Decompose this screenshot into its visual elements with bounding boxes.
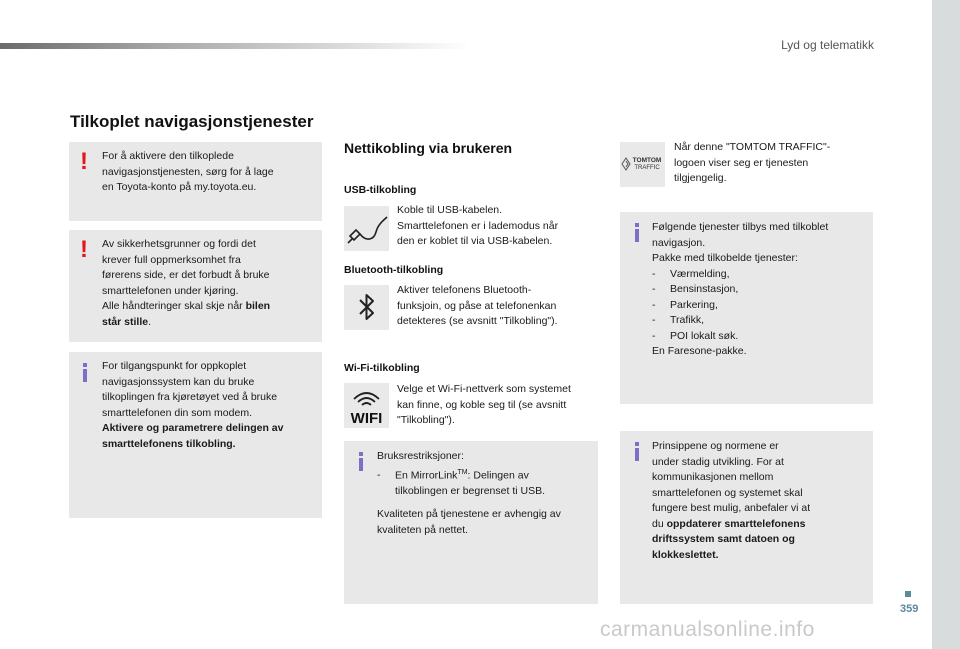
text-line: Aktiver telefonens Bluetooth- xyxy=(397,284,532,296)
dash-bullet: - xyxy=(652,267,656,280)
text-line: Velge et Wi-Fi-nettverk som systemet xyxy=(397,383,571,395)
text-line: fungere best mulig, anbefaler vi at xyxy=(652,502,811,514)
text-line: Bruksrestriksjoner: xyxy=(377,450,464,462)
info-icon xyxy=(83,363,87,383)
text-line xyxy=(652,517,870,533)
dash-bullet: - xyxy=(652,314,656,326)
text-fragment: . xyxy=(148,315,152,328)
text-line: smarttelefonen din som modem. xyxy=(102,406,252,419)
bold-text: oppdaterer smarttelefonens xyxy=(666,517,806,530)
usb-text xyxy=(397,203,597,250)
watermark: carmanualsonline.info xyxy=(600,618,815,641)
bluetooth-text xyxy=(397,283,597,330)
services-text xyxy=(652,220,870,360)
text-line: navigasjonssystem kan du bruke xyxy=(102,375,255,388)
usb-title: USB-tilkobling xyxy=(344,184,417,196)
text-line: "Tilkobling"). xyxy=(397,414,455,426)
page-title: Tilkoplet navigasjonstjenester xyxy=(70,112,314,131)
text-line: Følgende tjenester tilbys med tilkoblet xyxy=(652,221,829,233)
list-item-text: Værmelding, xyxy=(670,267,730,280)
text-fragment: du xyxy=(652,517,667,530)
side-strip xyxy=(932,0,960,649)
bold-text: smarttelefonens tilkobling. xyxy=(102,437,236,450)
text-line: tilgjengelig. xyxy=(674,172,727,184)
warning-box-safety xyxy=(69,230,322,342)
list-item-text: POI lokalt søk. xyxy=(670,329,739,342)
dash-bullet: - xyxy=(377,469,381,481)
text-line: detekteres (se avsnitt "Tilkobling"). xyxy=(397,315,558,327)
info-icon xyxy=(635,223,639,243)
text-line: Smarttelefonen er i lademodus når xyxy=(397,219,559,232)
dash-bullet: - xyxy=(652,298,656,311)
text-line: kommunikasjonen mellom xyxy=(652,471,774,483)
list-item xyxy=(652,298,870,314)
trademark-superscript: TM xyxy=(457,468,468,476)
text-line: tilkoplingen fra kjøretøyet ved å bruke xyxy=(102,391,278,403)
dash-bullet: - xyxy=(652,283,656,295)
text-line: Koble til USB-kabelen. xyxy=(397,204,503,216)
text-line: smarttelefonen og systemet skal xyxy=(652,486,803,499)
list-item xyxy=(652,267,870,283)
bold-text: bilen xyxy=(245,300,271,312)
info-box-hotspot xyxy=(69,352,322,518)
text-line: førerens side, er det forbudt å bruke xyxy=(102,269,270,281)
list-item-text: Bensinstasjon, xyxy=(670,283,739,295)
info-box-principles xyxy=(620,431,873,604)
section-title-connection: Nettikobling via brukeren xyxy=(344,140,513,156)
warning-text-safety xyxy=(102,237,317,330)
bluetooth-title: Bluetooth-tilkobling xyxy=(344,264,444,276)
warning-icon: ! xyxy=(80,148,88,175)
bold-text: Aktivere og parametrere delingen av xyxy=(102,422,284,434)
page-number: 359 xyxy=(900,603,919,615)
text-line: For å aktivere den tilkoplede xyxy=(102,150,234,162)
info-icon xyxy=(359,452,363,472)
info-box-restrictions xyxy=(344,441,598,604)
text-line: Prinsippene og normene er xyxy=(652,440,779,452)
list-item xyxy=(652,313,870,329)
warning-box-account xyxy=(69,142,322,221)
text-line: den er koblet til via USB-kabelen. xyxy=(397,235,553,247)
text-line: funksjoin, og påse at telefonenkan xyxy=(397,299,557,312)
usb-cable-icon xyxy=(344,206,389,251)
text-line: Av sikkerhetsgrunner og fordi det xyxy=(102,238,256,250)
wifi-icon-label: WIFI xyxy=(350,410,383,427)
warning-icon: ! xyxy=(80,236,88,263)
text-line: under stadig utvikling. For at xyxy=(652,455,784,468)
info-icon xyxy=(635,442,639,462)
text-line: en Toyota-konto på my.toyota.eu. xyxy=(102,181,257,193)
restrictions-text xyxy=(377,449,592,538)
section-header: Lyd og telematikk xyxy=(781,38,874,52)
text-line xyxy=(377,465,592,484)
info-text-hotspot xyxy=(102,359,317,452)
wifi-icon xyxy=(344,383,389,428)
text-line: For tilgangspunkt for oppkoplet xyxy=(102,360,247,372)
dash-bullet: - xyxy=(652,329,656,342)
bluetooth-icon xyxy=(344,285,389,330)
text-line: tilkoblingen er begrenset ti USB. xyxy=(395,484,545,497)
wifi-title: Wi-Fi-tilkobling xyxy=(344,362,420,374)
text-line: kan finne, og koble seg til (se avsnitt xyxy=(397,398,567,411)
text-line: En Faresone-pakke. xyxy=(652,345,747,357)
text-fragment: : Delingen av xyxy=(467,469,529,481)
text-line: smarttelefonen under kjøring. xyxy=(102,284,239,297)
text-line: navigasjon. xyxy=(652,236,706,249)
text-line: Kvaliteten på tjenestene er avhengig av xyxy=(377,508,561,520)
list-item xyxy=(652,329,870,345)
logo-text-top: TOMTOM xyxy=(632,157,662,164)
text-fragment: En MirrorLink xyxy=(395,469,458,481)
principles-text xyxy=(652,439,870,563)
list-item xyxy=(652,282,870,298)
list-item-text: Parkering, xyxy=(670,298,718,311)
list-item-text: Trafikk, xyxy=(670,314,705,326)
text-line: kvaliteten på nettet. xyxy=(377,523,469,536)
bold-text: står stille xyxy=(102,315,149,328)
text-line: Pakke med tilkobelde tjenester: xyxy=(652,252,798,264)
bold-text: driftssystem samt datoen og xyxy=(652,533,795,545)
info-box-services xyxy=(620,212,873,404)
tomtom-text xyxy=(674,140,874,187)
logo-text-bottom: TRAFFIC xyxy=(634,165,660,171)
warning-text-account xyxy=(102,149,317,196)
text-line xyxy=(102,315,317,331)
text-line: krever full oppmerksomhet fra xyxy=(102,253,241,266)
bold-text: klokkeslettet. xyxy=(652,548,719,561)
tomtom-traffic-logo xyxy=(620,142,665,187)
text-fragment: Alle håndteringer skal skje når xyxy=(102,300,246,312)
wifi-text xyxy=(397,382,602,429)
text-line: logoen viser seg er tjenesten xyxy=(674,156,809,169)
text-line xyxy=(102,299,317,315)
page-marker xyxy=(905,591,911,597)
text-line: Når denne "TOMTOM TRAFFIC"- xyxy=(674,141,831,153)
text-line: navigasjonstjenesten, sørg for å lage xyxy=(102,165,274,178)
